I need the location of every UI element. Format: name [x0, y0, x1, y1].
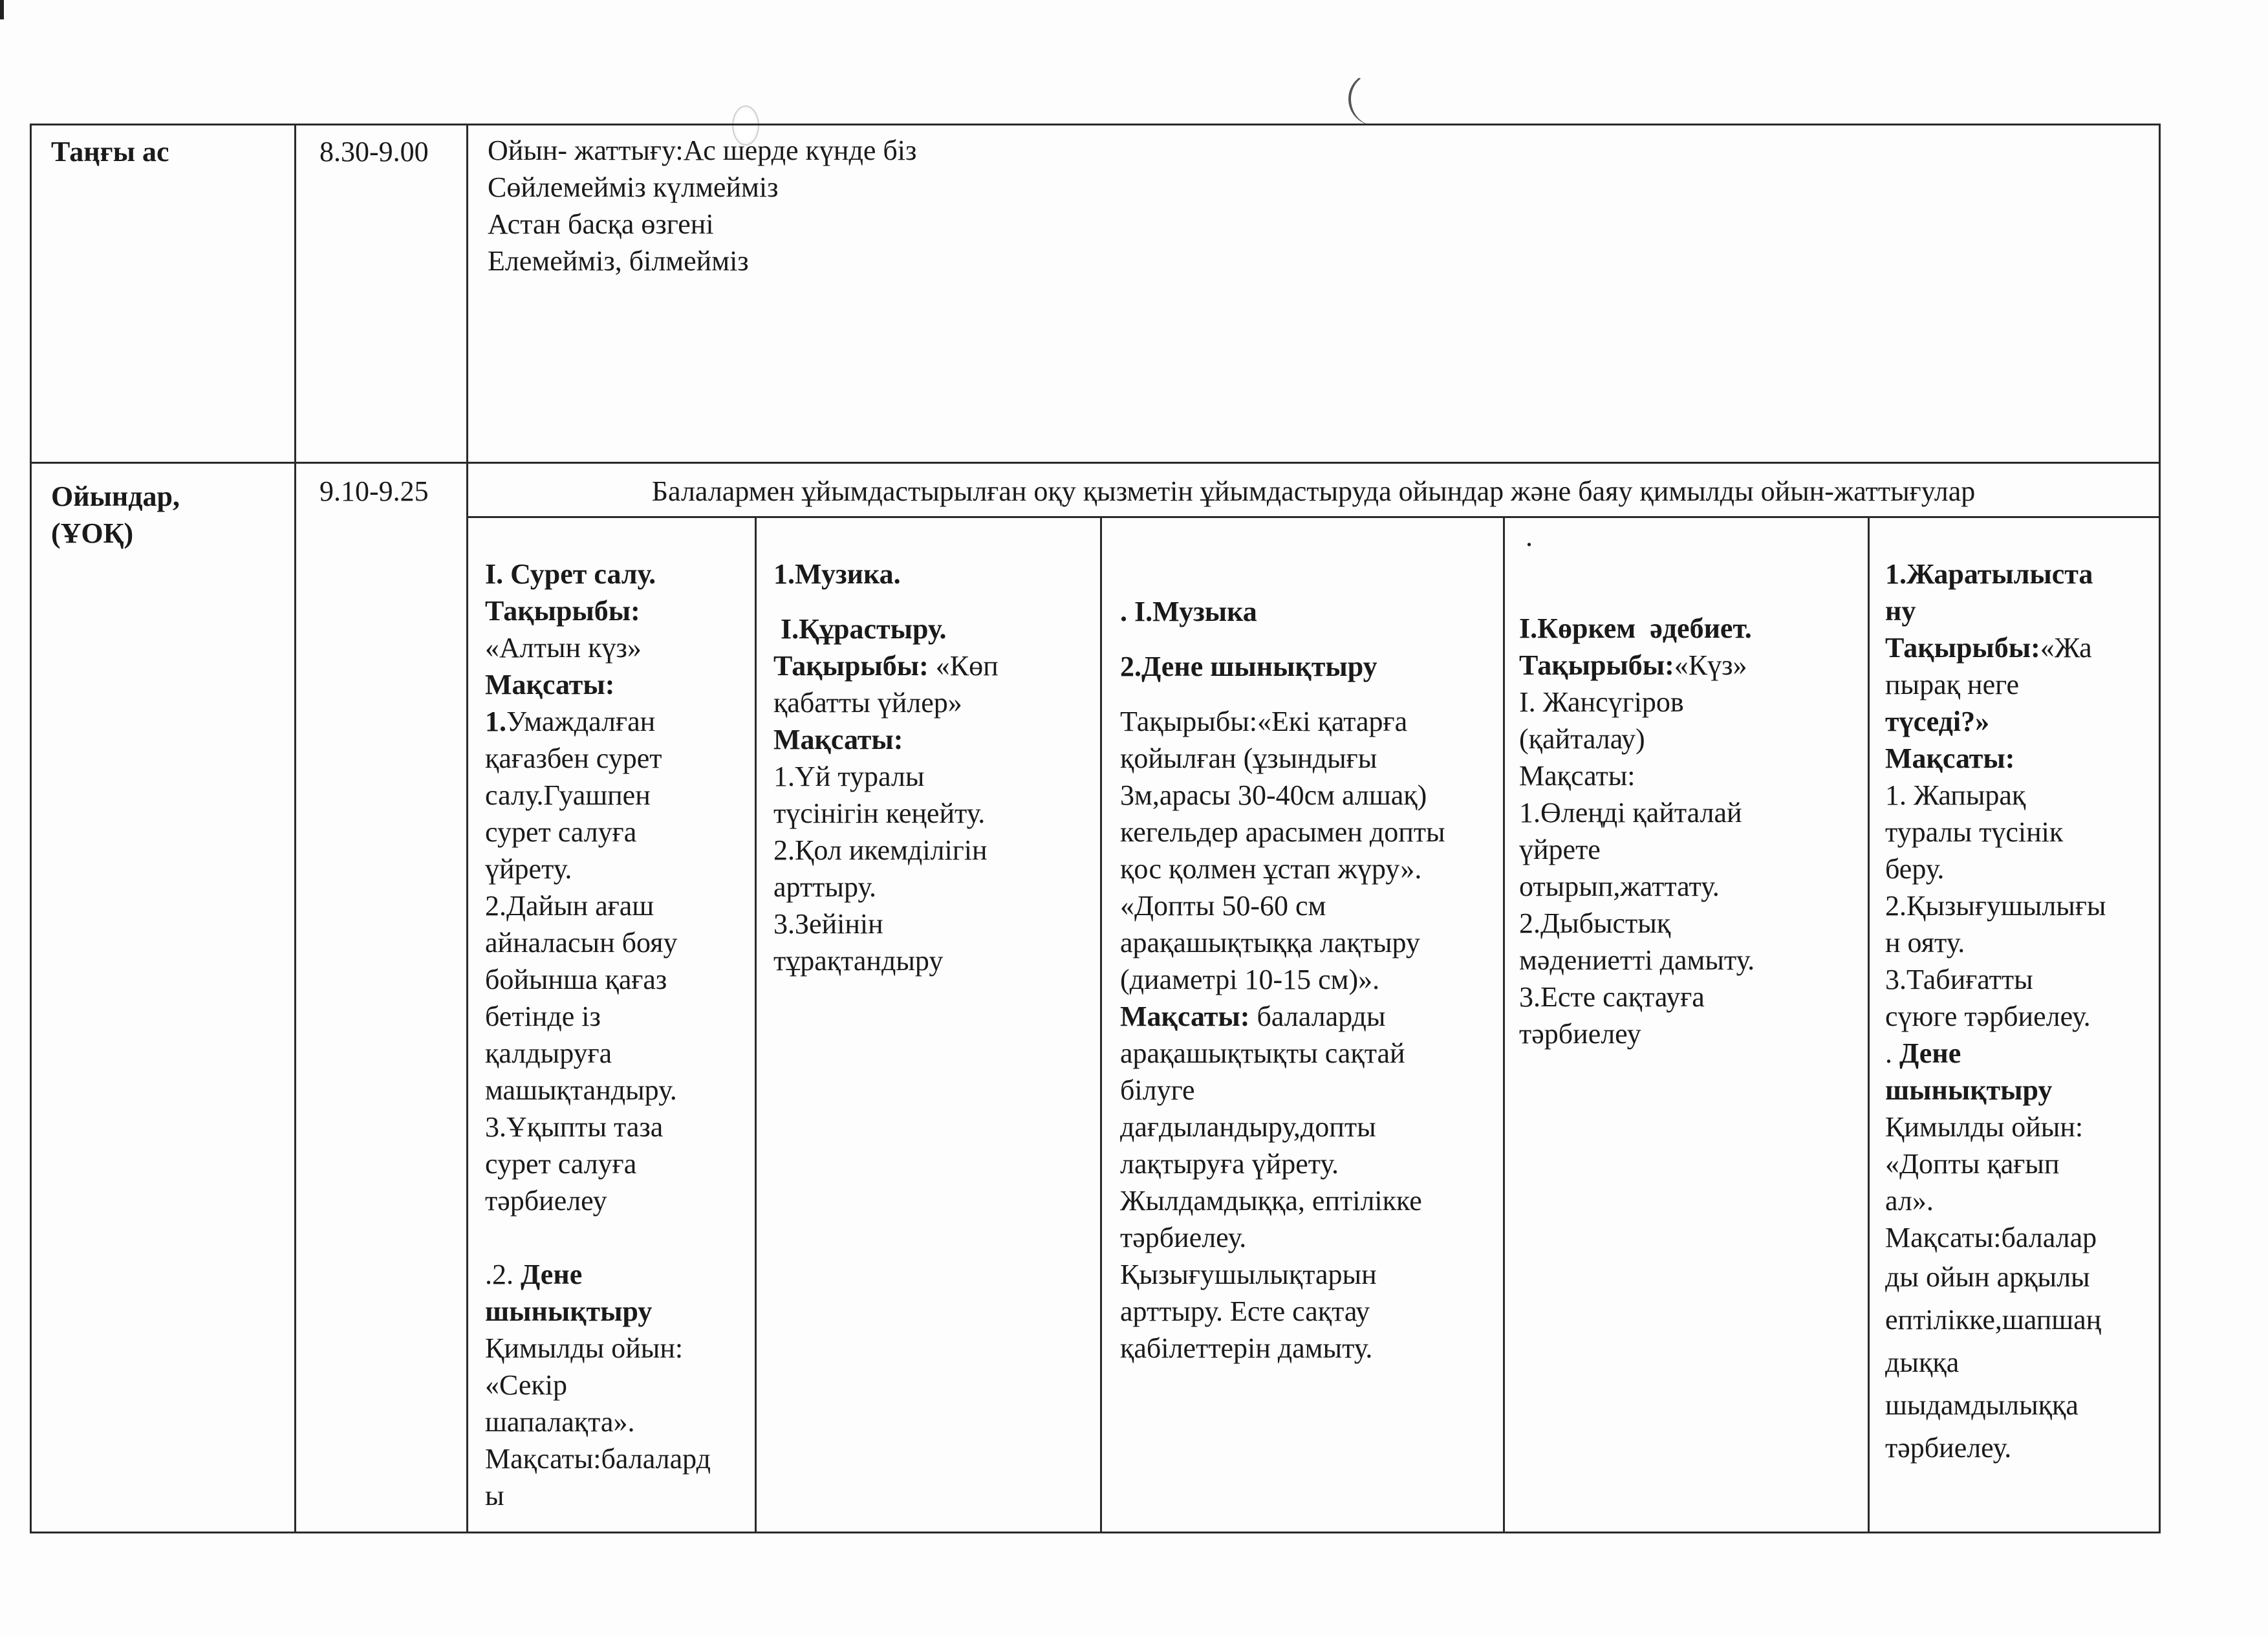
- activity-line: (диаметрі 10-15 см)».: [1120, 964, 1380, 995]
- activity-line: бетінде із: [485, 1001, 601, 1032]
- games-header-row: [31, 463, 2160, 517]
- games-title-line: (ҰОҚ): [51, 517, 134, 549]
- activity-line-part: Тақырыбы:: [1519, 649, 1674, 681]
- activity-line-part: «Көп: [935, 650, 999, 682]
- activity-line: айналасын бояу: [485, 927, 678, 958]
- activity-line: дағдыландыру,допты: [1120, 1111, 1376, 1143]
- activity-line: тәрбиелеу.: [1120, 1222, 1247, 1253]
- activity-line: Жылдамдыққа, ептілікке: [1120, 1185, 1422, 1217]
- activity-line: Мақсаты:: [773, 724, 903, 755]
- activity-line: . I.Музыка: [1120, 596, 1257, 627]
- activity-line: қалдыруға: [485, 1037, 612, 1069]
- activity-line: 3.Табиғатты: [1885, 964, 2033, 995]
- activity-line: I.Құрастыру.: [773, 613, 947, 645]
- activity-line-part: Тақырыбы:: [1885, 632, 2040, 664]
- daily-plan-table: [30, 124, 2161, 1533]
- activity-line: [773, 647, 1094, 684]
- activity-line-part: «Жа: [2040, 632, 2092, 664]
- activity-line: ну: [1885, 595, 1916, 627]
- breakfast-row: [31, 125, 2160, 463]
- activity-line: үйрете: [1519, 834, 1601, 865]
- activity-line: «Допты қағып: [1885, 1148, 2060, 1180]
- activity-line: 1. Жапырақ: [1885, 779, 2026, 811]
- activity-line-part: Дене: [1899, 1037, 1961, 1069]
- activity-line: (қайталау): [1519, 723, 1645, 755]
- activity-line: [485, 1256, 748, 1293]
- activity-line: .: [1526, 521, 1533, 552]
- spacer: [1519, 555, 1861, 592]
- activity-line: ды ойын арқылы: [1885, 1261, 2090, 1293]
- activity-col-literature: [1504, 517, 1869, 1533]
- activity-line: сүюге тәрбиелеу.: [1885, 1001, 2091, 1032]
- activity-line: «Допты 50-60 см: [1120, 890, 1326, 922]
- activity-line: тәрбиелеу: [485, 1185, 607, 1217]
- activity-line: 1.Өлеңді қайталай: [1519, 797, 1742, 828]
- breakfast-line: Астан басқа өзгені: [488, 208, 714, 240]
- breakfast-line: Сөйлемейміз күлмейміз: [488, 171, 779, 203]
- activity-line-part: Тақырыбы:: [773, 650, 936, 682]
- activity-line: 1.Үй туралы: [773, 761, 925, 792]
- activity-line: 2.Дене шынықтыру: [1120, 651, 1377, 682]
- activity-line: 2.Қызығушылығы: [1885, 890, 2106, 922]
- games-title-cell: [31, 463, 296, 1533]
- activity-line: 3.Есте сақтауға: [1519, 981, 1705, 1013]
- spacer: [773, 592, 1094, 611]
- activity-line: лақтыруға үйрету.: [1120, 1148, 1339, 1180]
- activity-line: арттыру.: [773, 871, 876, 903]
- activity-line: Қимылды ойын:: [485, 1332, 684, 1364]
- activity-line: Тақырыбы:«Екі қатарға: [1120, 706, 1408, 737]
- activity-line: 2.Дайын ағаш: [485, 890, 654, 922]
- scan-edge-mark: [0, 0, 4, 19]
- activity-line: бойынша қағаз: [485, 964, 667, 995]
- activity-line: қос қолмен ұстап жүру».: [1120, 853, 1422, 885]
- activity-line: «Алтын күз»: [485, 632, 642, 664]
- activity-line: дыққа: [1885, 1347, 1960, 1378]
- activity-line: Мақсаты:: [1519, 760, 1636, 792]
- spacer: [1120, 630, 1496, 648]
- activity-line: Мақсаты:балалард: [485, 1443, 711, 1475]
- activity-line: I.Көркем әдебиет.: [1519, 612, 1752, 644]
- activity-line: арақашықтықты сақтай: [1120, 1037, 1405, 1069]
- activity-line: отырып,жаттату.: [1519, 871, 1720, 902]
- activity-line: 3.Зейінін: [773, 908, 883, 940]
- games-header-cell: [468, 463, 2160, 517]
- breakfast-time-cell: [296, 125, 468, 463]
- activity-line: шынықтыру: [1885, 1074, 2053, 1106]
- games-header-text: Балалармен ұйымдастырылған оқу қызметін ұйымдастыруда ойындар және баяу қимылды ойын-жаттығулар: [651, 475, 1976, 507]
- games-time-cell: [296, 463, 468, 1533]
- activity-line: [485, 703, 748, 740]
- activity-line: беру.: [1885, 853, 1945, 885]
- activity-line: 1.Жаратылыста: [1885, 558, 2093, 590]
- breakfast-content-cell: [468, 125, 2160, 463]
- activity-line-part: .2.: [485, 1259, 521, 1290]
- activity-line: түседі?»: [1885, 706, 1990, 737]
- scan-artifact-arc: [1348, 72, 1390, 125]
- activity-line: қабатты үйлер»: [773, 687, 962, 719]
- activity-line: арттыру. Есте сақтау: [1120, 1295, 1370, 1327]
- activity-line: қағазбен сурет: [485, 742, 662, 774]
- activity-line: қойылған (ұзындығы: [1120, 742, 1377, 774]
- activity-line: тәрбиелеу.: [1885, 1432, 2012, 1464]
- activity-line: сурет салуға: [485, 1148, 637, 1180]
- activity-line: тұрақтандыру: [773, 945, 944, 977]
- activity-line-part: Мақсаты:: [1120, 1001, 1257, 1032]
- activity-line-part: Дене: [521, 1259, 583, 1290]
- activity-line: I. Сурет салу.: [485, 558, 656, 590]
- activity-line: шыдамдылыққа: [1885, 1389, 2079, 1421]
- activity-line-part: балаларды: [1257, 1001, 1386, 1032]
- breakfast-title-cell: [31, 125, 296, 463]
- breakfast-line: Елемейміз, білмейміз: [488, 245, 749, 277]
- activity-line: «Секір: [485, 1369, 568, 1401]
- activity-line: кегельдер арасымен допты: [1120, 816, 1445, 848]
- activity-line: сурет салуға: [485, 816, 637, 848]
- activity-line: шынықтыру: [485, 1295, 653, 1327]
- activity-line: машықтандыру.: [485, 1074, 677, 1106]
- activity-loose-block: [1885, 1256, 2152, 1469]
- activity-line: 2.Қол икемділігін: [773, 834, 988, 866]
- activity-line: 2.Дыбыстық: [1519, 907, 1671, 939]
- activity-line: 3м,арасы 30-40см алшақ): [1120, 779, 1427, 811]
- breakfast-title: Таңғы ас: [51, 136, 169, 168]
- activity-line: [1885, 629, 2152, 666]
- activity-col-drawing: [468, 517, 756, 1533]
- activity-line: Тақырыбы:: [485, 595, 640, 627]
- breakfast-line: Ойын- жаттығу:Ас шерде күнде біз: [488, 135, 917, 166]
- activity-line: білуге: [1120, 1074, 1195, 1106]
- activity-line: үйрету.: [485, 853, 572, 885]
- spacer: [485, 1219, 748, 1256]
- activity-line: мәдениетті дамыту.: [1519, 944, 1755, 976]
- activity-line: [1519, 647, 1861, 684]
- breakfast-time: 8.30-9.00: [319, 136, 429, 168]
- activity-line: н ояту.: [1885, 927, 1965, 958]
- activity-line: Қимылды ойын:: [1885, 1111, 2084, 1143]
- activity-line: пырақ неге: [1885, 669, 2020, 700]
- activity-line: тәрбиелеу: [1519, 1018, 1641, 1050]
- activity-line: қабілеттерін дамыту.: [1120, 1332, 1373, 1364]
- spacer: [1120, 685, 1496, 703]
- activity-col-construction: [756, 517, 1101, 1533]
- activity-line: салу.Гуашпен: [485, 779, 651, 811]
- activity-line: [1120, 998, 1496, 1035]
- activity-line: арақашықтыққа лақтыру: [1120, 927, 1420, 958]
- activity-line-part: .: [1885, 1037, 1899, 1069]
- activity-line: ептілікке,шапшаң: [1885, 1304, 2102, 1336]
- activity-line: I. Жансүгіров: [1519, 686, 1684, 718]
- activity-line-part: Умаждалған: [506, 706, 656, 737]
- activity-line: шапалақта».: [485, 1406, 635, 1438]
- games-time: 9.10-9.25: [319, 475, 429, 507]
- activity-line-part: «Күз»: [1674, 649, 1747, 681]
- activity-line: туралы түсінік: [1885, 816, 2064, 848]
- activity-line: Қызығушылықтарын: [1120, 1259, 1377, 1290]
- activity-line: Мақсаты:: [1885, 742, 2015, 774]
- activity-line: Мақсаты:: [485, 669, 615, 700]
- activity-line: ал».: [1885, 1185, 1934, 1217]
- spacer: [1519, 592, 1861, 610]
- activity-line: түсінігін кеңейту.: [773, 797, 986, 829]
- activity-line-part: 1.: [485, 706, 506, 737]
- activity-col-nature: [1869, 517, 2160, 1533]
- activity-line: 1.Музика.: [773, 558, 901, 590]
- activity-line: 3.Ұқыпты таза: [485, 1111, 664, 1143]
- activity-line: ы: [485, 1480, 504, 1511]
- activity-col-music-pe: [1101, 517, 1504, 1533]
- activity-line: [1885, 1035, 2152, 1072]
- activity-line: Мақсаты:балалар: [1885, 1222, 2097, 1253]
- games-title-line: Ойындар,: [51, 481, 180, 512]
